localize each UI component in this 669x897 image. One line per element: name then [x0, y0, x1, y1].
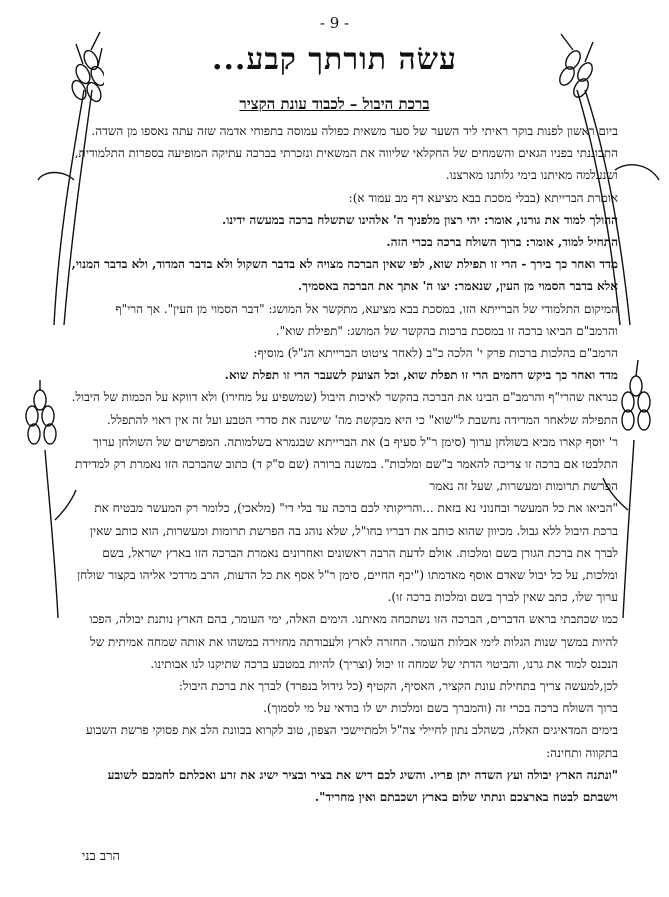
paragraph: ביום ראשון לפנות בוקר ראיתי ליד השער של סעד משאית כפולה עמוסה בתפוחי אדמה שזה עתה נאספו מן השדה. התבוננתי בפניו הגאים והשמחים של החקלאי שליווה את המשאית ונזכרתי בברכה עתיקה המופיעה בספרות התלמודית, ושנעלמה מאיתנו בימי גלותנו מארצנו. — [74, 124, 618, 183]
page-number: - 9 - — [319, 14, 350, 32]
article-body — [70, 120, 618, 808]
author-signature: הרב בני — [81, 849, 120, 864]
paragraph: לכן,למעשה צריך בתחילת עונת הקציר, האסיף, הקטיף (כל גידול בנפרד) לברך את ברכת היבול: — [178, 679, 618, 694]
paragraph: ברוך השולח ברכה בכרי זה (והמברך בשם ומלכות יש לו בודאי על מי לסמוך). — [263, 701, 618, 716]
paragraph: כנראה שהרי"ף והרמב"ם הבינו את הברכה בהקשר לאיכות היבול (שמשפיע על מחירו) ולא דווקא על הכמות של היבול. התפילה שלאחר המדידה נחשבת ל"שוא" כי היא מבקשת מה' שישנה את סדרי הטבע ועל זה אין ראוי להתפלל. — [71, 390, 618, 427]
quote-line: ההולך למוד את גורנו, אומר: יהי רצון מלפניך ה' אלהינו שתשלח ברכה במעשה ידינו. — [222, 212, 618, 227]
paragraph: המיקום התלמודי של הברייתא הזו, במסכת בבא מציעא, מתקשר אל המושג: "דבר הסמוי מן העין". אך הרי"ף והרמב"ם הביאו ברכה זו במסכת ברכות בהקשר של המושג: "תפילת שוא". — [115, 301, 618, 338]
quote-line: התחיל למוד, אומר: ברוך השולח ברכה בכרי הזה. — [386, 235, 618, 250]
quote-line: מדד ואחר כך בירך - הרי זו תפילת שוא, לפי שאין הברכה מצויה לא בדבר השקול ולא בדבר המדוד, ולא בדבר המנוי, אלא בדבר הסמוי מן העין, שנאמר: יצו ה' אתך את הברכה באסמיך. — [71, 257, 618, 294]
paragraph: בימים המדאיגים האלה, כשהלב נתון לחיילי צה"ל ולמתיישבי הצפון, טוב לקרוא בכוונת הלב את פסוקי פרשת השבוע בתקווה ותחינה: — [85, 723, 618, 760]
paragraph: אומרת הברייתא (בבלי מסכת בבא מציעא דף מב עמוד א): — [348, 190, 618, 205]
paragraph: ר' יוסף קארו מביא בשולחן ערוך (סימן ר"ל סעיף ב) את הברייתא שבגמרא בשלמותה. המפרשים של השולחן ערוך התלבטו אם ברכה זו צריכה להאמר ב"שם ומלכות". במשנה ברורה (שם ס"ק ד) כתוב שהברכה הזו נאמרת רק למדידת הפרשת תרומות ומעשרות, שעל זה נאמר — [75, 434, 618, 494]
page-title: עשׂה תורתך קבע... — [212, 42, 457, 77]
paragraph: "הביאו את כל המעשר ובחנוני נא בזאת ...והריקותי לכם ברכה עד בלי די" (מלאכי), כלומר רק המעשר מבטיח את ברכת היבול ללא גבול. מכיוון שהוא כותב את דבריו בחו"ל, שלא נוהג בה הפרשת תרומות ומעשרות, הוא כותב שאין לברך את ברכת הגורן בשם ומלכות. אולם לדעת הרבה ראשונים ואחרונים נאמרת הברכה הזו בארץ ישראל, בשם ומלכות, על כל יבול שאדם אוסף מאדמתו ("יכף החיים, סימן ר"ל אסף את כל הדעות, הרב מרדכי אליהו בקצור שולחן ערוך שלו, כתב שאין לברך בשם ומלכות ברכה זו). — [77, 501, 618, 605]
article-subtitle: ברכת היבול – לכבוד עונת הקציר — [239, 95, 430, 113]
paragraph: הרמב"ם בהלכות ברכות פרק י' הלכה כ"ב (לאחר ציטוט הברייתא הנ"ל) מוסיף: — [253, 346, 618, 361]
quote-line: מדד ואחר כך ביקש רחמים הרי זו תפלת שוא, וכל הצועק לשעבר הרי זו תפלת שוא. — [224, 368, 618, 383]
quote-line: "ונתנה הארץ יבולה ועץ השדה יתן פריו. והשיג לכם דיש את בציר ובציר ישיג את זרע ואכלתם לחמכם לשובע וישבתם לבטח בארצכם ונתתי שלום בארץ ושכבתם ואין מחריד". — [107, 767, 618, 805]
paragraph: כמו שכתבתי בראש הדברים, הברכה הזו נשתכחה מאיתנו. הימים האלה, ימי העומר, בהם הארץ נותנת יבולה, הפכו להיות במשך שנות הגלות לימי אבלות העומר. החזרה לארץ ולעבודתה מחזירה במשהו את אותה שמחה אמיתית של הנכנס למוד את גרנו, והביטוי הדתי של שמחה זו יכול (וצריך) להיות במטבע ברכה שתיקנו לנו אבותינו. — [89, 612, 618, 671]
